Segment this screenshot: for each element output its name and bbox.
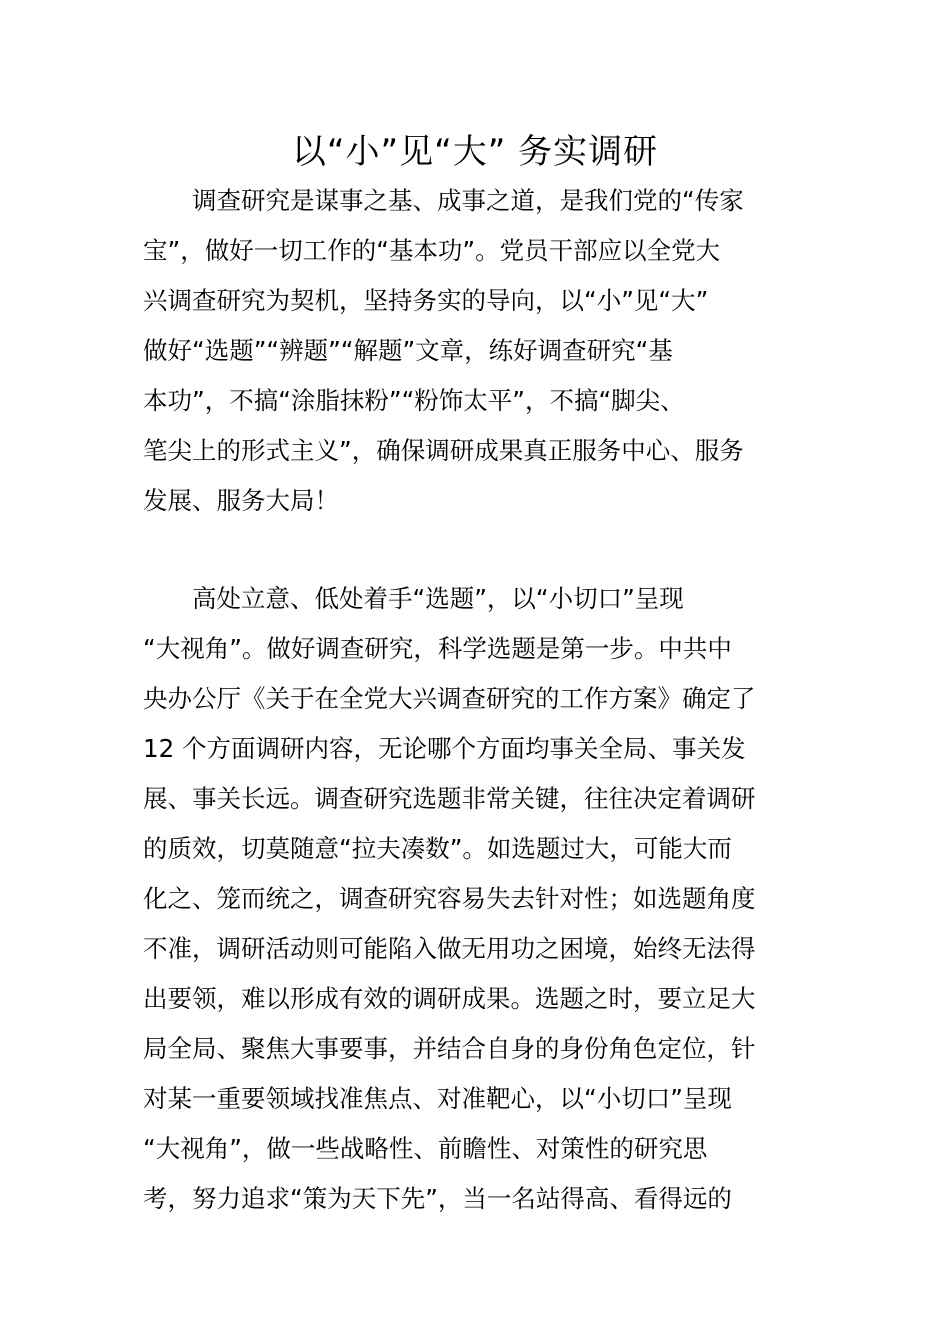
paragraph-line: 笔尖上的形式主义”，确保调研成果真正服务中心、服务: [143, 436, 744, 465]
paragraph-topic-selection: [143, 574, 807, 1224]
paragraph-intro: [143, 176, 807, 526]
paragraph-line: 央办公厅《关于在全党大兴调查研究的工作方案》确定了: [143, 684, 756, 713]
paragraph-line: 兴调查研究为契机，坚持务实的导向，以“小”见“大”: [143, 286, 709, 315]
paragraph-line: 12 个方面调研内容，无论哪个方面均事关全局、事关发: [143, 734, 746, 763]
paragraph-line: 化之、笼而统之，调查研究容易失去针对性；如选题角度: [143, 884, 756, 913]
paragraph-line: 不准，调研活动则可能陷入做无用功之困境，始终无法得: [143, 934, 756, 963]
paragraph-line: 发展、服务大局！: [143, 486, 339, 515]
paragraph-line: 做好“选题”“辨题”“解题”文章，练好调查研究“基: [143, 336, 673, 365]
paragraph-line: 展、事关长远。调查研究选题非常关键，往往决定着调研: [143, 784, 756, 813]
paragraph-line: 高处立意、低处着手“选题”，以“小切口”呈现: [143, 584, 684, 613]
paragraph-line: 调查研究是谋事之基、成事之道，是我们党的“传家: [143, 186, 744, 215]
paragraph-line: 的质效，切莫随意“拉夫凑数”。如选题过大，可能大而: [143, 834, 732, 863]
paragraph-line: 考，努力追求“策为天下先”，当一名站得高、看得远的: [143, 1184, 732, 1213]
paragraph-line: 本功”，不搞“涂脂抹粉”“粉饰太平”，不搞“脚尖、: [143, 386, 685, 415]
paragraph-line: “大视角”，做一些战略性、前瞻性、对策性的研究思: [143, 1134, 708, 1163]
paragraph-line: 出要领，难以形成有效的调研成果。选题之时，要立足大: [143, 984, 756, 1013]
paragraph-line: 对某一重要领域找准焦点、对准靶心，以“小切口”呈现: [143, 1084, 732, 1113]
paragraph-line: 宝”，做好一切工作的“基本功”。党员干部应以全党大: [143, 236, 721, 265]
paragraph-line: “大视角”。做好调查研究，科学选题是第一步。中共中: [143, 634, 732, 663]
paragraph-line: 局全局、聚焦大事要事，并结合自身的身份角色定位，针: [143, 1034, 756, 1063]
document-title: 以“小”见“大” 务实调研: [291, 132, 659, 172]
